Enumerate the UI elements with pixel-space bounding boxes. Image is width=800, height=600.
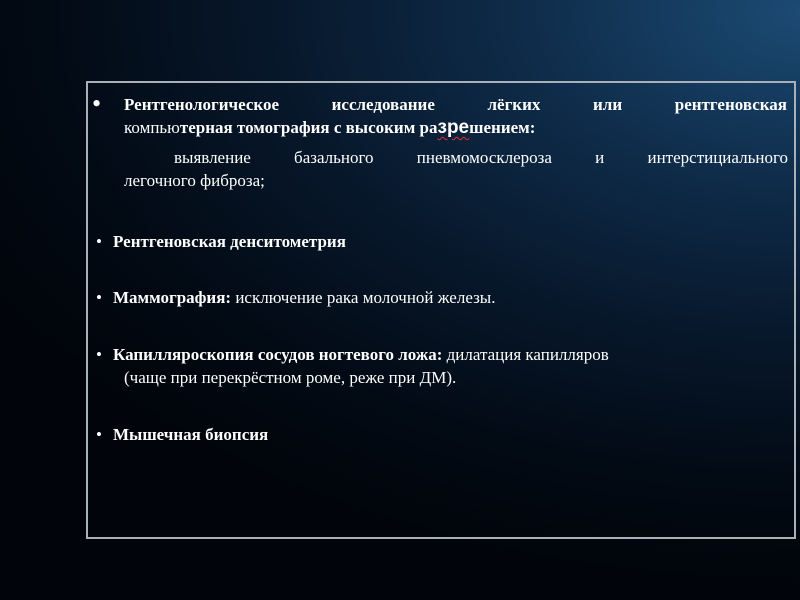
list-item-capillaroscopy: [96, 343, 786, 389]
list-item-densitometry: [96, 230, 786, 253]
radiology-line2-normal: компью: [124, 118, 180, 137]
radiology-line2-large: зре: [437, 117, 470, 138]
mammography-label: Маммография:: [113, 288, 232, 307]
radiology-detail-line2: легочного фиброза;: [124, 171, 265, 190]
capillaroscopy-continuation: (чаще при перекрёстном роме, реже при ДМ).: [124, 368, 457, 387]
list-item-radiology-line1: Рентгенологическое исследование лёгких или рентгеновская: [124, 95, 787, 114]
biopsy-label: Мышечная биопсия: [113, 425, 269, 444]
list-item-radiology: [92, 89, 787, 139]
radiology-line2-end: шением:: [469, 118, 536, 137]
bullet-dot: •: [96, 232, 102, 251]
capillaroscopy-label: Капилляроскопия сосудов ногтевого ложа:: [113, 345, 443, 364]
capillaroscopy-detail: дилатация капилляров: [442, 345, 609, 364]
list-item-radiology-detail: [124, 146, 788, 192]
radiology-detail-line1: выявление базального пневмомосклероза и интерстициального: [174, 148, 788, 167]
bullet-dot: •: [96, 288, 102, 307]
densitometry-label: Рентгеновская денситометрия: [113, 232, 346, 251]
bullet-dot: •: [96, 425, 102, 444]
mammography-detail: исключение рака молочной железы.: [231, 288, 496, 307]
list-item-mammography: [96, 286, 786, 309]
bullet-dot: •: [92, 89, 102, 118]
list-item-biopsy: [96, 423, 786, 446]
list-item-radiology-line2: [92, 116, 787, 139]
radiology-line2-bold: терная томография с высоким ра: [179, 118, 438, 137]
bullet-dot: •: [96, 345, 102, 364]
